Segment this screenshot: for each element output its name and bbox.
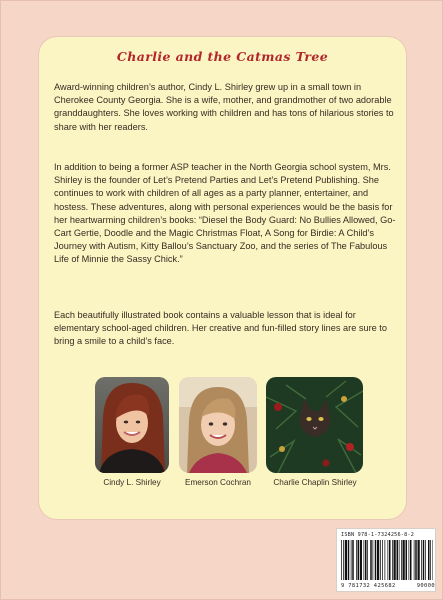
author-bio-card <box>39 37 406 519</box>
barcode-bar <box>397 540 399 580</box>
barcode-bar <box>373 540 374 580</box>
barcode-bar <box>377 540 379 580</box>
barcode-bar <box>403 540 405 580</box>
barcode-bar <box>367 540 368 580</box>
barcode-number <box>341 583 435 589</box>
barcode-bar <box>385 540 386 580</box>
barcode-bar <box>414 540 415 580</box>
cat-photo <box>266 377 363 473</box>
barcode-bar <box>382 540 383 580</box>
book-title: Charlie and the Catmas Tree <box>116 49 329 64</box>
barcode-bar <box>425 540 426 580</box>
barcode-bar <box>409 540 410 580</box>
barcode-bar <box>421 540 422 580</box>
author-photo <box>95 377 169 473</box>
isbn-number: ISBN 978-1-7324256-8-2 <box>341 532 415 538</box>
bio-paragraph-1: Award-winning children’s author, Cindy L. Shirley grew up in a small town in Cherokee County Georgia. She is a wife, mother, and grandmother of two adorable granddaughters. She loves working with children and has tons of hilarious stories to share with her readers. <box>54 82 394 132</box>
barcode-bar <box>394 540 396 580</box>
woman-portrait-icon <box>95 377 169 473</box>
granddaughter-photo <box>179 377 257 473</box>
isbn-barcode <box>336 528 436 592</box>
barcode-bar <box>365 540 367 580</box>
barcode-bar <box>343 540 344 580</box>
barcode-bar <box>392 540 393 580</box>
barcode-bar <box>430 540 431 580</box>
barcode-bar <box>345 540 347 580</box>
barcode-bar <box>418 540 420 580</box>
barcode-bar <box>348 540 350 580</box>
barcode-bar <box>410 540 412 580</box>
cat-in-christmas-tree-icon <box>266 377 363 473</box>
girl-portrait-icon <box>179 377 257 473</box>
granddaughter-photo-caption: Emerson Cochran <box>185 478 251 487</box>
barcode-bar <box>375 540 377 580</box>
barcode-bar <box>370 540 372 580</box>
barcode-bars <box>341 540 433 582</box>
barcode-bar <box>352 540 354 580</box>
price-code: 90000 <box>416 583 435 589</box>
barcode-bar <box>360 540 362 580</box>
barcode-bar <box>389 540 391 580</box>
bio-paragraph-3: Each beautifully illustrated book contains a valuable lesson that is ideal for elementary school-aged children. Her creative and fun-filled story lines are sure to bring a smile to a child’s face. <box>54 310 387 347</box>
barcode-bar <box>351 540 352 580</box>
bio-paragraph-2: In addition to being a former ASP teacher in the North Georgia school system, Mrs. Shirley is the founder of Let’s Pretend Parties and Let’s Pretend Publishing. She continues to work with children of all ages as a party planner, entertainer, and hostess. These adventures, along with personal experiences would be the basis for her heartwarming children’s books: “Diesel the Body Guard: No Bullies Allowed, Go-Cart Gertie, Doodle and the Magic Christmas Float, A Song for Birdie: A Child’s Journey with Autism, Kitty Ballou’s Sanctuary Zoo, and the series of The Fabulous Life of Minnie the Sassy Chick.” <box>54 162 396 265</box>
barcode-bar <box>388 540 389 580</box>
barcode-bar <box>433 540 434 580</box>
barcode-bar <box>356 540 357 580</box>
barcode-bar <box>406 540 408 580</box>
barcode-bar <box>401 540 402 580</box>
barcode-bar <box>423 540 425 580</box>
barcode-bar <box>380 540 381 580</box>
barcode-bar <box>358 540 360 580</box>
barcode-bar <box>364 540 365 580</box>
author-photo-caption: Cindy L. Shirley <box>103 478 161 487</box>
barcode-bar <box>428 540 430 580</box>
barcode-bar <box>399 540 400 580</box>
barcode-bar <box>415 540 417 580</box>
cat-photo-caption: Charlie Chaplin Shirley <box>273 478 357 487</box>
barcode-bar <box>341 540 342 580</box>
barcode-digits: 9 781732 425682 <box>341 583 396 589</box>
